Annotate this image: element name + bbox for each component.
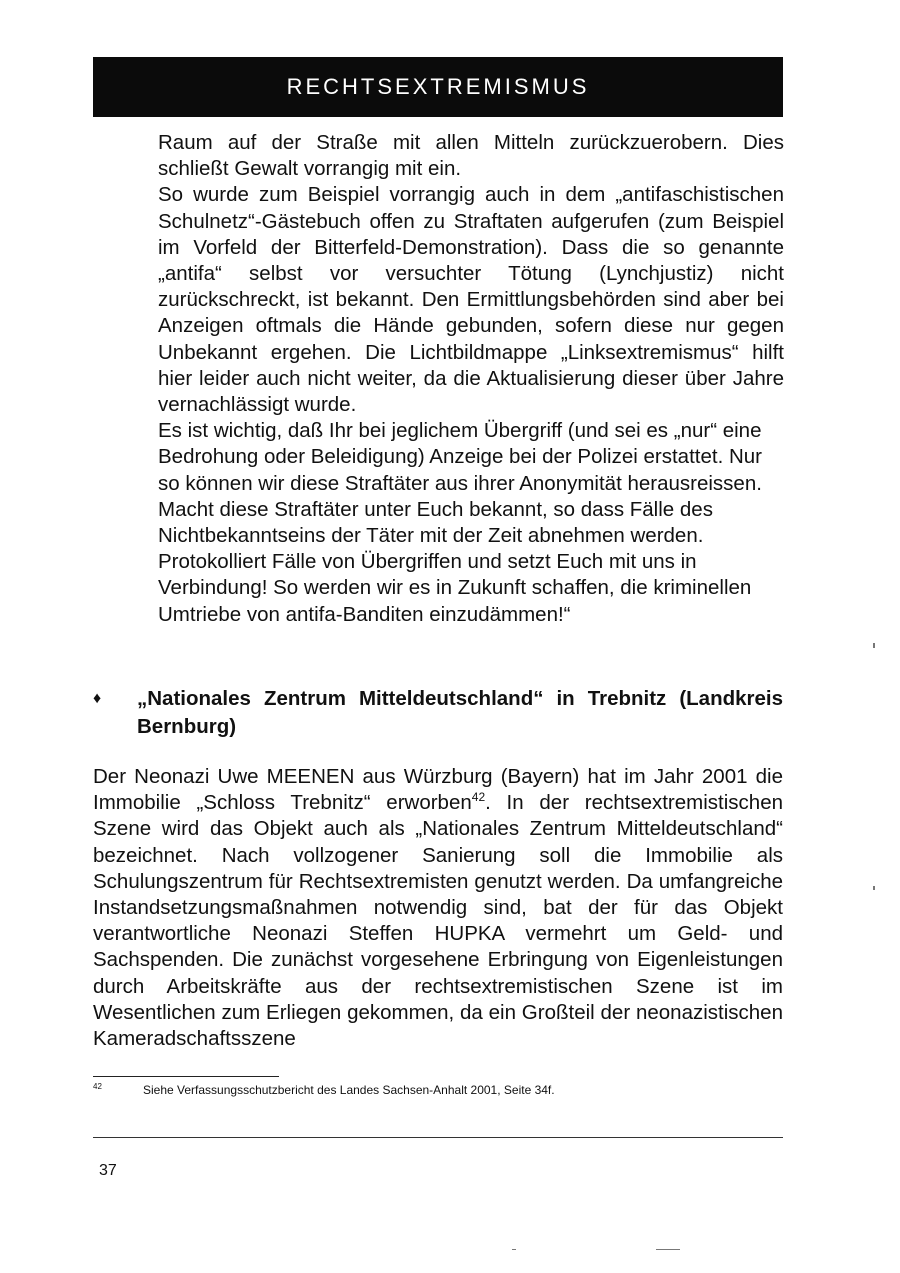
running-header-title: RECHTSEXTREMISMUS (286, 74, 590, 99)
scan-speck (873, 643, 875, 648)
footnote-divider (93, 1076, 279, 1077)
body-paragraph (93, 764, 783, 1052)
diamond-bullet-icon: ♦ (93, 690, 102, 707)
running-header (93, 57, 783, 117)
scan-speck (656, 1249, 680, 1250)
body-text-part-2: . In der rechtsextremistischen Szene wird das Objekt auch als „Nationales Zentrum Mitteldeutschland“ bezeichnet. Nach vollzogener Sanierung soll die Immobilie als Schulungszentrum für Rechtsextremisten genutzt werden. Da umfangreiche Instandsetzungsmaßnahmen notwendig sind, bat der für das Objekt verantwortliche Neonazi Steffen HUPKA vermehrt um Geld- und Sachspenden. Die zunächst vorgesehene Erbringung von Eigenleistungen durch Arbeitskräfte aus der rechtsextremistischen Szene ist im Wesentlichen zum Erliegen gekommen, da ein Großteil der neonazistischen Kameradschaftsszene (93, 791, 783, 1051)
body-text-block (93, 764, 783, 1052)
footnote (93, 1082, 783, 1098)
quote-paragraph-1: Raum auf der Straße mit allen Mitteln zurückzuerobern. Dies schließt Gewalt vorrangig mit ein. (158, 131, 784, 181)
page-number: 37 (99, 1162, 117, 1179)
page-footer-divider (93, 1137, 783, 1138)
body-text-part-1: Der Neonazi Uwe MEENEN aus Würzburg (Bayern) hat im Jahr 2001 die Immobilie „Schloss Trebnitz“ erworben (93, 765, 783, 815)
section-heading-text: „Nationales Zentrum Mitteldeutschland“ in Trebnitz (Landkreis Bernburg) (137, 687, 783, 738)
footnote-reference[interactable]: 42 (471, 790, 486, 805)
quote-paragraph-3: Es ist wichtig, daß Ihr bei jeglichem Übergriff (und sei es „nur“ eine Bedrohung oder Beleidigung) Anzeige bei der Polizei erstattet. Nur so können wir diese Straftäter aus ihrer Anonymität herausreissen. Macht diese Straftäter unter Euch bekannt, so dass Fälle des Nichtbekanntseins der Täter mit der Zeit abnehmen werden. Protokolliert Fälle von Übergriffen und setzt Euch mit uns in Verbindung! So werden wir es in Zukunft schaffen, die kriminellen Umtriebe von antifa-Banditen einzudämmen!“ (158, 419, 762, 626)
quote-paragraph-2: So wurde zum Beispiel vorrangig auch in dem „antifaschistischen Schulnetz“-Gästebuch offen zu Straftaten aufgerufen (zum Beispiel im Vorfeld der Bitterfeld-Demonstration). Dass die so genannte „antifa“ selbst vor versuchter Tötung (Lynchjustiz) nicht zurückschreckt, ist bekannt. Den Ermittlungsbehörden sind aber bei Anzeigen oftmals die Hände gebunden, sofern diese nur gegen Unbekannt ergehen. Die Lichtbildmappe „Linksextremismus“ hilft hier leider auch nicht weiter, da die Aktualisierung dieser über Jahre vernachlässigt wurde. (158, 183, 784, 417)
section-heading (93, 685, 783, 741)
scan-speck (873, 886, 875, 890)
footnote-number: 42 (93, 1082, 102, 1091)
scan-speck (512, 1249, 516, 1250)
quoted-text-block (158, 130, 784, 628)
footnote-text: Siehe Verfassungsschutzbericht des Landes Sachsen-Anhalt 2001, Seite 34f. (143, 1083, 555, 1097)
